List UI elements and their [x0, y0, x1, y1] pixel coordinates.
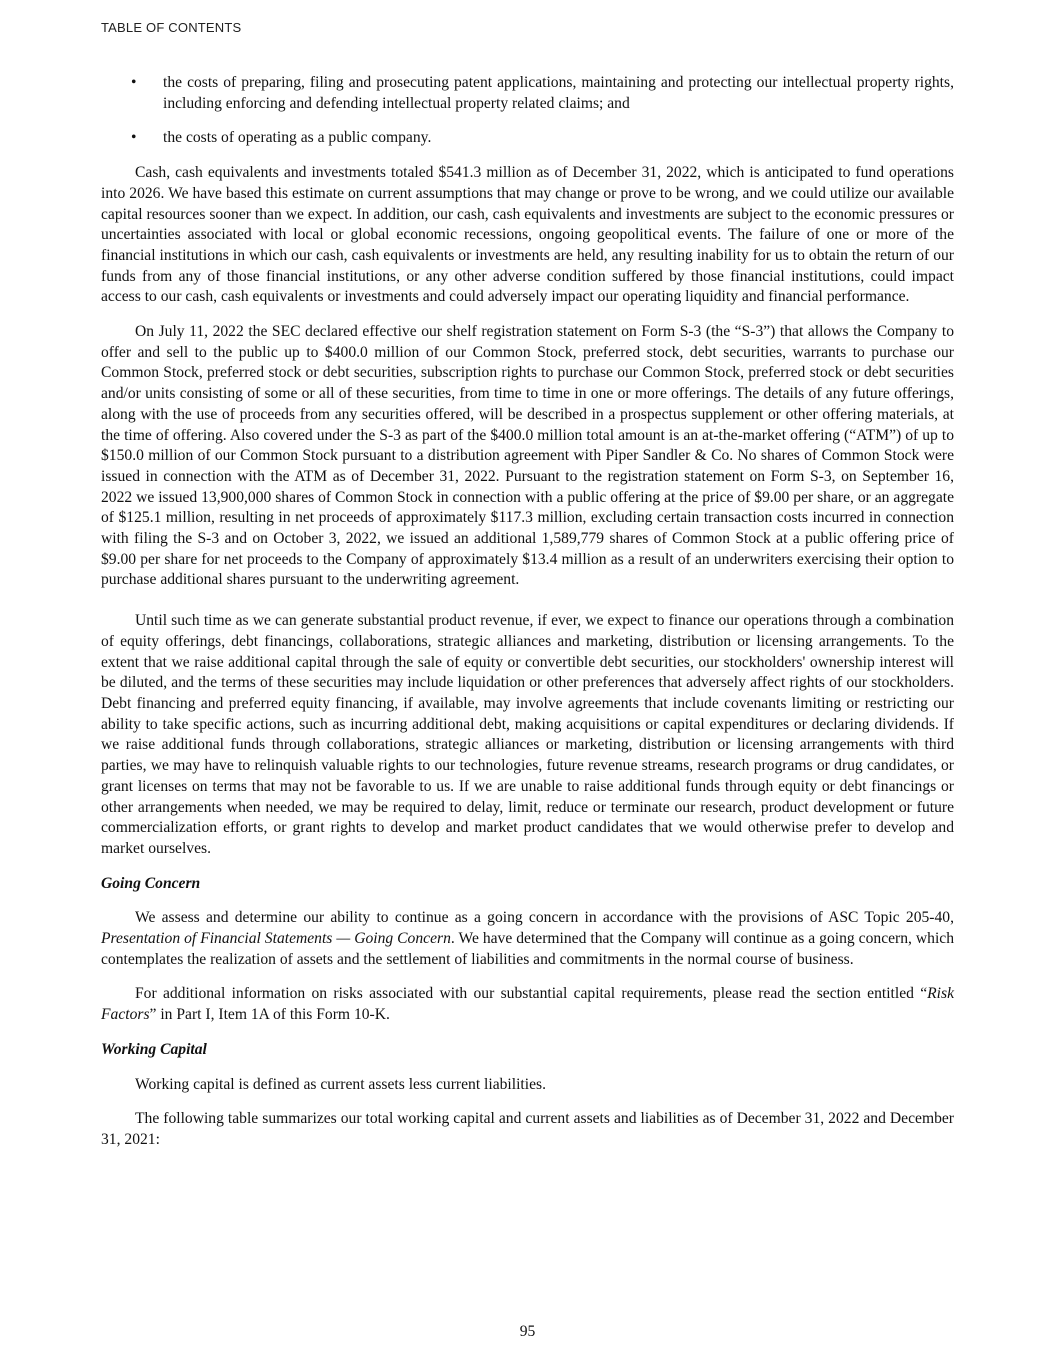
going-concern-text-end: . We have determined that the Company will continue as a going concern, which contemplates the realization of assets and the settlement of liabilities and commitments in the normal course of business.	[101, 930, 955, 968]
shelf-registration-paragraph: On July 11, 2022 the SEC declared effective our shelf registration statement on Form S-3 (the “S-3”) that allows the Company to offer and sell to the public up to $400.0 million of our Common Stock, preferred stock, debt securities, warrants to purchase our Common Stock, preferred stock or debt securities, subscription rights to purchase our Common Stock, preferred stock or debt securities and/or units consisting of some or all of these securities, from time to time in one or more offerings. The details of any future offerings, along with the use of proceeds from any securities offered, will be described in a prospectus supplement or other offering materials, at the time of offering. Also covered under the S-3 as part of the $400.0 million total amount is an at-the-market offering (“ATM”) of up to $150.0 million of our Common Stock pursuant to a distribution agreement with Piper Sandler & Co. No shares of Common Stock were issued in connection with the ATM as of December 31, 2022. Pursuant to the registration statement on Form S-3, on September 16, 2022 we issued 13,900,000 shares of Common Stock in connection with a public offering at the price of $9.00 per share, or an aggregate of $125.1 million, resulting in net proceeds of approximately $117.3 million, excluding certain transaction costs incurred in connection with filing the S-3 and on October 3, 2022, we issued an additional 1,589,779 shares of Common Stock at a public offering price of $9.00 per share for net proceeds to the Company of approximately $13.4 million as a result of an underwriters exercising their option to purchase additional shares pursuant to the underwriting agreement.	[101, 323, 954, 589]
bullet-item-patent-costs	[101, 73, 954, 114]
bullet-marker: •	[131, 74, 137, 91]
going-concern-heading: Going Concern	[101, 874, 201, 892]
bullet-marker: •	[131, 129, 137, 147]
bullet-text: the costs of operating as a public company.	[163, 129, 432, 147]
working-capital-definition: Working capital is defined as current assets less current liabilities.	[135, 1075, 546, 1093]
risk-factors-paragraph	[101, 984, 954, 1025]
bullet-text: the costs of preparing, filing and prosecuting patent applications, maintaining and protecting our intellectual property rights, including enforcing and defending intellectual property related claims; and	[163, 74, 954, 112]
going-concern-text-start: We assess and determine our ability to continue as a going concern in accordance with the provisions of ASC Topic 205-40,	[135, 909, 954, 927]
bullet-item-public-company-costs	[101, 128, 954, 149]
cost-bullet-list	[101, 73, 954, 149]
cash-paragraph: Cash, cash equivalents and investments totaled $541.3 million as of December 31, 2022, which is anticipated to fund operations into 2026. We have based this estimate on current assumptions that may change or prove to be wrong, and we could utilize our available capital resources sooner than we expect. In addition, our cash, cash equivalents and investments are subject to the economic pressures or uncertainties associated with local or global economic recessions, ongoing geopolitical events. The failure of one or more of the financial institutions in which our cash, cash equivalents or investments are held, any resulting inability for us to obtain the return of our funds from any of those financial institutions, or any other adverse condition suffered by those financial institutions, could impact access to our cash, cash equivalents or investments and could adversely impact our operating liquidity and financial performance.	[101, 164, 954, 306]
risk-factors-reference: Risk Factors	[101, 985, 954, 1024]
page-number: 95	[519, 1323, 536, 1340]
going-concern-paragraph	[101, 908, 954, 970]
table-of-contents-link[interactable]: TABLE OF CONTENTS	[101, 20, 242, 35]
going-concern-standard-title: Presentation of Financial Statements — Going Concern	[101, 930, 451, 948]
working-capital-heading: Working Capital	[101, 1040, 207, 1058]
risk-factors-text-start: For additional information on risks associated with our substantial capital requirements, please read the section entitled “	[135, 985, 928, 1003]
risk-factors-text-end: ” in Part I, Item 1A of this Form 10-K.	[149, 1006, 390, 1024]
financing-paragraph: Until such time as we can generate substantial product revenue, if ever, we expect to finance our operations through a combination of equity offerings, debt financings, collaborations, strategic alliances and marketing, distribution or licensing arrangements. To the extent that we raise additional capital through the sale of equity or convertible debt securities, our stockholders' ownership interest will be diluted, and the terms of these securities may include liquidation or other preferences that adversely affect rights of our stockholders. Debt financing and preferred equity financing, if available, may involve agreements that include covenants limiting or restricting our ability to take specific actions, such as incurring additional debt, making acquisitions or capital expenditures or declaring dividends. If we raise additional funds through collaborations, strategic alliances or marketing, distribution or licensing arrangements with third parties, we may have to relinquish valuable rights to our technologies, future revenue streams, research programs or drug candidates, or grant licenses on terms that may not be favorable to us. If we are unable to raise additional funds through equity or debt financings or other arrangements when needed, we may be required to delay, limit, reduce or terminate our research, product development or future commercialization efforts, or grant rights to develop and market product candidates that we would otherwise prefer to develop and market ourselves.	[101, 612, 954, 857]
document-body	[101, 73, 954, 1165]
working-capital-table-intro: The following table summarizes our total working capital and current assets and liabilities as of December 31, 2022 and December 31, 2021:	[101, 1110, 954, 1148]
